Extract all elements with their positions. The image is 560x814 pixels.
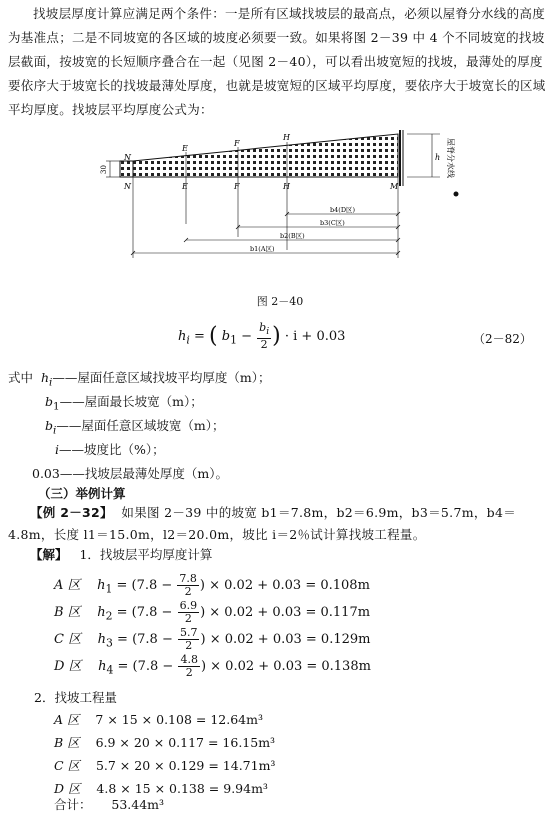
volume-row: A 区 7 × 15 × 0.108 = 12.64m³: [54, 712, 263, 727]
ridge-label: 屋脊分水线: [446, 138, 455, 178]
label-N-top: N: [124, 153, 131, 162]
definition-row: 0.03——找坡层最薄处厚度（m）。: [32, 466, 228, 481]
volume-total: 合计： 53.44m³: [54, 797, 165, 812]
volume-row: C 区 5.7 × 20 × 0.129 = 14.71m³: [54, 758, 276, 773]
width-b1: b1(A区): [250, 245, 275, 253]
label-M-bot: M: [390, 182, 399, 191]
formula-fraction: $\frac{b_i}{2}$: [259, 321, 270, 352]
width-b3: b3(C区): [320, 219, 345, 227]
figure-2-40: [0, 130, 560, 280]
label-H-bot: H: [283, 182, 290, 191]
label-F-top: F: [234, 139, 240, 148]
example-paragraph: 【例 2－32】 如果图 2－39 中的坡宽 b1＝7.8m，b2＝6.9m，b3＝5.7m，b4＝4.8m，长度 l1＝15.0m，l2＝20.0m，坡比 i＝2％试计算找坡工程量。: [8, 505, 517, 542]
width-b2: b2(B区): [280, 232, 305, 240]
min-thickness-band: [120, 161, 133, 177]
step2-heading: 2．找坡工程量: [34, 690, 117, 705]
width-dimensions: [131, 206, 400, 255]
formula-2-82: $h_i$ = ( $b_1$ − $\frac{b_i}{2}$ ) · i + 0.03: [178, 321, 346, 352]
dim-h: h: [435, 153, 441, 162]
solution-header: 【解】 1．找坡层平均厚度计算: [30, 547, 213, 562]
equation-number: （2－82）: [473, 332, 532, 346]
calc-row: A 区 $h_1 = (7.8$ − $\frac{7.8}{2}$ ) × 0.02 + 0.03 = 0.108m: [54, 572, 370, 598]
slope-wedge: [133, 134, 398, 177]
calc-row: B 区 $h_2 = (7.8$ − $\frac{6.9}{2}$ ) × 0.02 + 0.03 = 0.117m: [54, 599, 371, 625]
definition-row: $b_i——$屋面任意区域坡宽（m）；: [45, 418, 225, 437]
dim-30: 30: [100, 165, 108, 174]
label-F-bot: F: [234, 182, 240, 191]
calc-row: C 区 $h_3 = (7.8$ − $\frac{5.7}{2}$ ) × 0.02 + 0.03 = 0.129m: [54, 626, 371, 652]
label-H-top: H: [283, 133, 290, 142]
definition-row: $b_1——$屋面最长坡宽（m）；: [45, 394, 203, 413]
width-b4: b4(D区): [330, 206, 356, 214]
section-title: （三）举例计算: [38, 486, 126, 501]
calc-row: D 区 $h_4 = (7.8$ − $\frac{4.8}{2}$ ) × 0.02 + 0.03 = 0.138m: [54, 653, 371, 679]
figure-caption: 图 2－40: [256, 295, 304, 308]
label-E-bot: E: [182, 182, 188, 191]
label-E-top: E: [182, 144, 188, 153]
volume-row: D 区 4.8 × 15 × 0.138 = 9.94m³: [54, 781, 268, 796]
label-N-bot: N: [124, 182, 131, 191]
intro-paragraph: 找坡层厚度计算应满足两个条件：一是所有区域找坡层的最高点，必须以屋脊分水线的高度为基准点；二是不同坡宽的各区域的坡度必须要一致。如果将图 2－39 中 4 个不同坡宽的找坡层截面，按坡宽的长短顺序叠合在一起（见图 2－40），可以看出坡宽短的找坡，最薄处的厚度要依序大于坡宽长的找坡最薄处厚度，也就是坡宽短的区域平均厚度，要依序大于坡宽长的区域平均厚度。找坡层平均厚度公式为：: [8, 6, 546, 117]
definition-row: 式中 $h_i——$屋面任意区域找坡平均厚度（m）；: [8, 370, 271, 389]
definition-row: i——坡度比（%）；: [55, 442, 165, 457]
volume-row: B 区 6.9 × 20 × 0.117 = 16.15m³: [54, 735, 276, 750]
